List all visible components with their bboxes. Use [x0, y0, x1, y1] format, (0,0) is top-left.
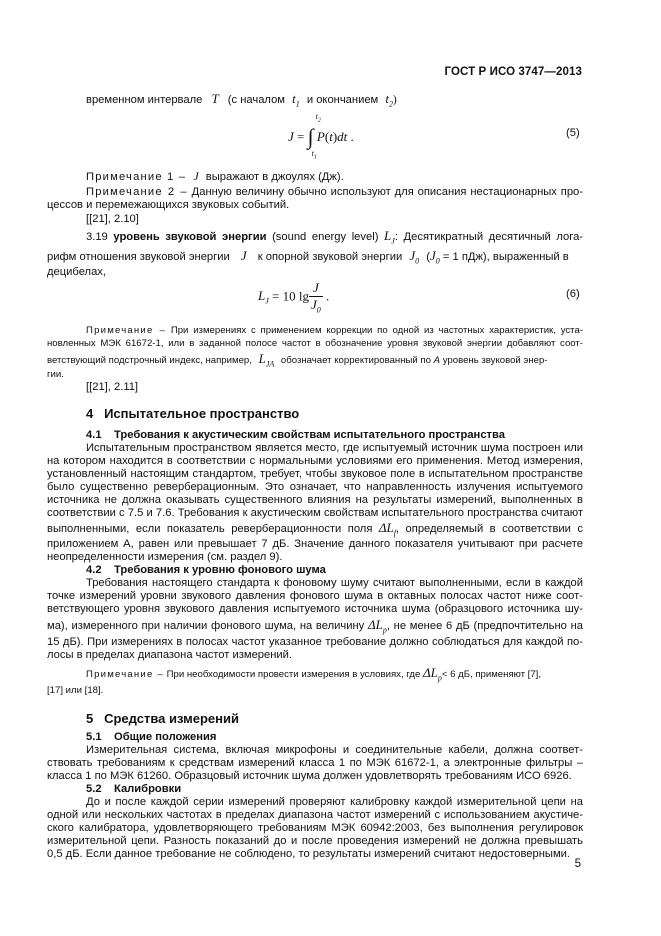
paragraph-line: До и после каждой серии измерений проверяют калибровку каждой измерительной цепи на — [86, 796, 583, 808]
text: выражают в джоулях (Дж). — [205, 171, 344, 183]
text: , определяемый в соответствии с — [395, 523, 583, 535]
symbol-J: J — [240, 248, 247, 263]
definition-3-19 — [86, 229, 583, 248]
equation-number: (5) — [566, 127, 580, 139]
reference: [[21], 2.11] — [86, 381, 139, 393]
note-4 — [86, 666, 583, 685]
paragraph-line: было существенно реверберационным. Это означает, что направленность излучения испытуемого — [47, 481, 583, 493]
paragraph-line: Испытательным пространством является место, где испытуемый источник шума построен или — [86, 442, 583, 454]
equation-6: $L_J = 10$ lg $\frac{J}{J_0}$ . — [258, 280, 330, 315]
text: уровень звуковой энер- — [442, 355, 548, 366]
text: , не менее 6 дБ (предпочтительно на — [386, 620, 583, 632]
text: При необходимости провести измерения в условиях, где — [166, 669, 421, 680]
doc-header: ГОСТ Р ИСО 3747—2013 — [444, 66, 582, 78]
paragraph-line: 0,5 дБ. Если данное требование не соблюдено, то результаты измерений считают недостоверными. — [47, 848, 571, 860]
text: ( — [426, 251, 430, 263]
paragraph-line — [47, 521, 583, 540]
paragraph-line: ствовать требованиям к средствам измерений класса 1 по МЭК 61672-1, а электронные фильтры – — [47, 757, 583, 769]
equation-number: (6) — [566, 288, 580, 300]
note-2 — [86, 186, 583, 199]
symbol-dLp: $\Delta L_p$ — [422, 665, 442, 683]
symbol-J: J — [193, 169, 199, 183]
subsection-heading: 5.2 Калибровки — [86, 783, 182, 795]
note-label: Примечание – — [86, 325, 167, 336]
symbol-dLf: $\Delta L_f$ — [378, 520, 396, 538]
paragraph-line: Требования настоящего стандарта к фоновому шуму считают выполненными, если в каждой — [86, 577, 583, 589]
paragraph-line: установленный настоящим стандартом, требует, чтобы звуковое поле в испытательном пространстве — [47, 468, 583, 480]
note-label: Примечание – — [86, 669, 164, 680]
term: уровень звуковой энергии — [113, 231, 267, 243]
text-line: рифм отношения звуковой энергии J к опорной звуковой энергии $J_0$ ($J_0 = 1$ пДж), выраженный в — [47, 248, 569, 266]
symbol-LJ: $L_J$ — [384, 228, 395, 246]
equation-5: J = ∫ $t_2$ $t_1$ P(t)dt . — [288, 112, 354, 161]
text: = 1 пДж), выраженный в — [442, 251, 569, 263]
paragraph-line: точке измерений уровни звукового давления фонового шума в октавных полосах частот ниже соот- — [47, 590, 583, 602]
text-line: [17] или [18]. — [47, 685, 104, 696]
text: временном интервале — [86, 94, 203, 106]
page-number: 5 — [574, 858, 581, 870]
paragraph-line: измерительной цепи. Разность показаний до и после проведения измерений не должна превышать — [47, 835, 583, 847]
text: (с началом — [227, 94, 285, 106]
paragraph-line: ветствующего уровня звукового давления испытуемого источника шума (образцового источника шу- — [47, 603, 583, 615]
paragraph-line: соответствии с 7.5 и 7.6. Требования к акустическим свойствам испытательного пространства считают — [47, 507, 583, 519]
note-label: Примечание 2 – — [86, 186, 188, 198]
paragraph-line: Измерительная система, включая микрофоны и соединительные кабели, должна соответ- — [86, 744, 583, 756]
symbol-A: A — [433, 355, 441, 366]
text-line: новленных МЭК 61672-1, или в заданной полосе частот в обозначение уровня звуковой энергии добавляют соот- — [47, 338, 583, 349]
note-label: Примечание 1 – — [86, 171, 187, 183]
clause-number: 3.19 — [86, 231, 108, 243]
text: Данную величину обычно используют для описания нестационарных про- — [191, 186, 583, 198]
symbol-T: T — [211, 91, 219, 106]
subsection-heading: 5.1 Общие положения — [86, 731, 217, 743]
note-1 — [86, 170, 582, 184]
paragraph-line: неопределенности измерения (см. раздел 9). — [47, 551, 283, 563]
paragraph-line: ского калибратора, удовлетворяющего требованиям МЭК 60942:2003, без выполнения регулировок — [47, 822, 583, 834]
section-heading: 4 Испытательное пространство — [86, 406, 300, 421]
symbol-LJA: $L_{JA}$ — [258, 351, 275, 369]
section-heading: 5 Средства измерений — [86, 711, 239, 726]
symbol-J0: $J_0$ — [409, 248, 420, 266]
paragraph-line: приложением А, равен или превышает 7 дБ. Значение данного показателя учитывают при расчете — [47, 538, 583, 550]
symbol-dLp: $\Delta L_p$ — [367, 617, 387, 635]
paragraph-line: источника не должна оказывать существенного влияния на результаты измерений, выполненных в — [47, 494, 583, 506]
paragraph-line: на котором находится в соответствии с нормальными условиями его применения. Метод измерения, — [47, 455, 583, 467]
reference: [[21], 2.10] — [86, 213, 139, 225]
subsection-heading: 4.1 Требования к акустическим свойствам испытательного пространства — [86, 429, 505, 441]
text: выполненными, если показатель реверберационности поля — [47, 523, 373, 535]
text: < 6 дБ, применяют [7], — [441, 669, 542, 680]
eq-coefficient: 10 lg — [282, 288, 310, 304]
symbol-t2: $t_2$ — [385, 91, 393, 109]
text: : Десятикратный десятичный лога- — [394, 231, 584, 243]
symbol-t1: $t_1$ — [292, 91, 300, 109]
text: обозначает корректированный по — [280, 355, 431, 366]
text: ма), измеренного при наличии фонового шума, на величину — [47, 620, 365, 632]
paragraph-line: 15 дБ). При измерениях в полосах частот указанное требование должно соблюдаться для каждой по- — [47, 636, 583, 648]
text-line: временном интервале T (с началом $t_1$ и окончанием $t_2$) — [86, 91, 397, 109]
text: При измерениях с применением коррекции по одной из частотных характеристик, уста- — [170, 325, 583, 336]
text: к опорной звуковой энергии — [257, 251, 403, 263]
text: рифм отношения звуковой энергии — [47, 251, 230, 263]
paragraph-line: лосы в пределах диапазона частот измерений. — [47, 649, 293, 661]
text: ветствующий подстрочный индекс, например, — [47, 355, 252, 366]
text-line: децибелах, — [47, 266, 106, 278]
note-3 — [86, 324, 583, 337]
text-line: цессов и перемежающихся звуковых событий. — [47, 199, 290, 211]
text: и окончанием — [306, 94, 379, 106]
term-en: (sound energy level) — [272, 231, 379, 243]
paragraph-line: одной или нескольких частотах в пределах диапазона частот измерений с использованием акустиче- — [47, 809, 583, 821]
text-line: гии. — [47, 369, 64, 380]
subsection-heading: 4.2 Требования к уровню фонового шума — [86, 564, 326, 576]
paragraph-line: класса 1 по МЭК 61260. Образцовый источник шума должен удовлетворять требованиям ИСО 6926. — [47, 770, 572, 782]
paragraph-line — [47, 618, 583, 637]
